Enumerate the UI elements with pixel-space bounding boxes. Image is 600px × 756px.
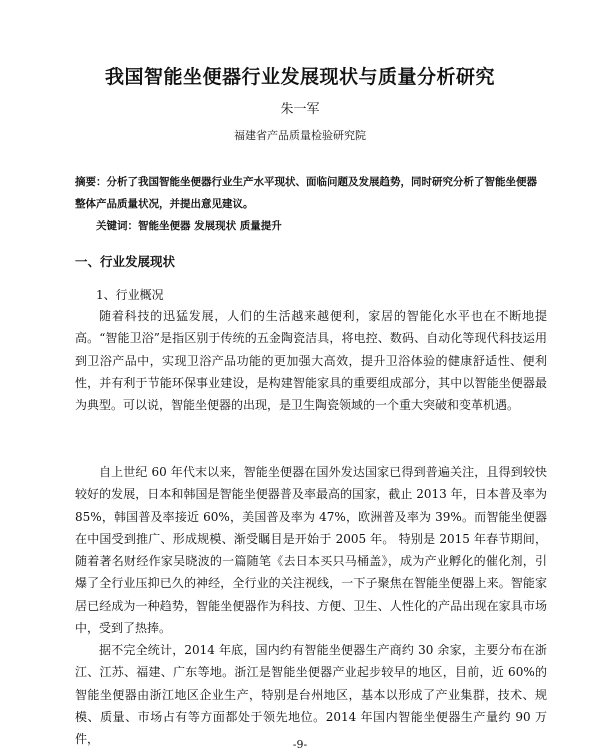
body-paragraph: 随着科技的迅猛发展，人们的生活越来越便利，家居的智能化水平也在不断地提高。“智能卫浴”是指区别于传统的五金陶瓷洁具，将电控、数码、自动化等现代科技运用到卫浴产品中，实现卫浴产品功能的更加强大高效，提升卫浴体验的健康舒适性、便利性，并有利于节能环保事业建设，是构建智能家具的重要组成部分，其中以智能坐便器最为典型。可以说，智能坐便器的出现，是卫生陶瓷领域的一个重大突破和变革机遇。 bbox=[75, 309, 547, 413]
author-name: 朱一军 bbox=[280, 102, 320, 117]
page-number: -9- bbox=[292, 738, 308, 751]
section-heading: 一、行业发展现状 bbox=[75, 254, 176, 269]
abstract: 摘要：分析了我国智能坐便器行业生产水平现状、面临问题及发展趋势，同时研究分析了智能坐便器整体产品质量状况，并提出意见建议。 bbox=[75, 176, 537, 210]
keywords: 关键词：智能坐便器 发展现状 质量提升 bbox=[96, 220, 282, 232]
body-paragraph: 据不完全统计，2014 年底，国内约有智能坐便器生产商约 30 余家，主要分布在浙江、江苏、福建、广东等地。浙江是智能坐便器产业起步较早的地区，目前，近 60%的智能坐便器由浙江地区企业生产，特别是台州地区，基本以形成了产业集群，技术、规模、质量、市场占有等方面都处于领先地位。2014 年国内智能坐便器生产量约 90 万件， bbox=[75, 643, 547, 747]
subsection-heading: 1、行业概况 bbox=[96, 288, 164, 302]
paper-title: 我国智能坐便器行业发展现状与质量分析研究 bbox=[104, 66, 495, 88]
author-affiliation: 福建省产品质量检验研究院 bbox=[234, 129, 366, 142]
body-paragraph: 自上世纪 60 年代末以来，智能坐便器在国外发达国家已得到普遍关注，且得到较快较好的发展，日本和韩国是智能坐便器普及率最高的国家，截止 2013 年，日本普及率为 85%，韩国普及率接近 60%，美国普及率为 47%，欧洲普及率为 39%。而智能坐便器在中国受到推广、形成规模、渐受瞩目是开始于 2005 年。 特别是 2015 年春节期间，随着著名财经作家吴晓波的一篇随笔《去日本买只马桶盖》，成为产业孵化的催化剂，引爆了全行业压抑已久的神经，全行业的关注视线，一下子聚焦在智能坐便器上来。智能家居已经成为一种趋势，智能坐便器作为科技、方便、卫生、人性化的产品出现在家具市场中，受到了热捧。 bbox=[75, 465, 547, 636]
